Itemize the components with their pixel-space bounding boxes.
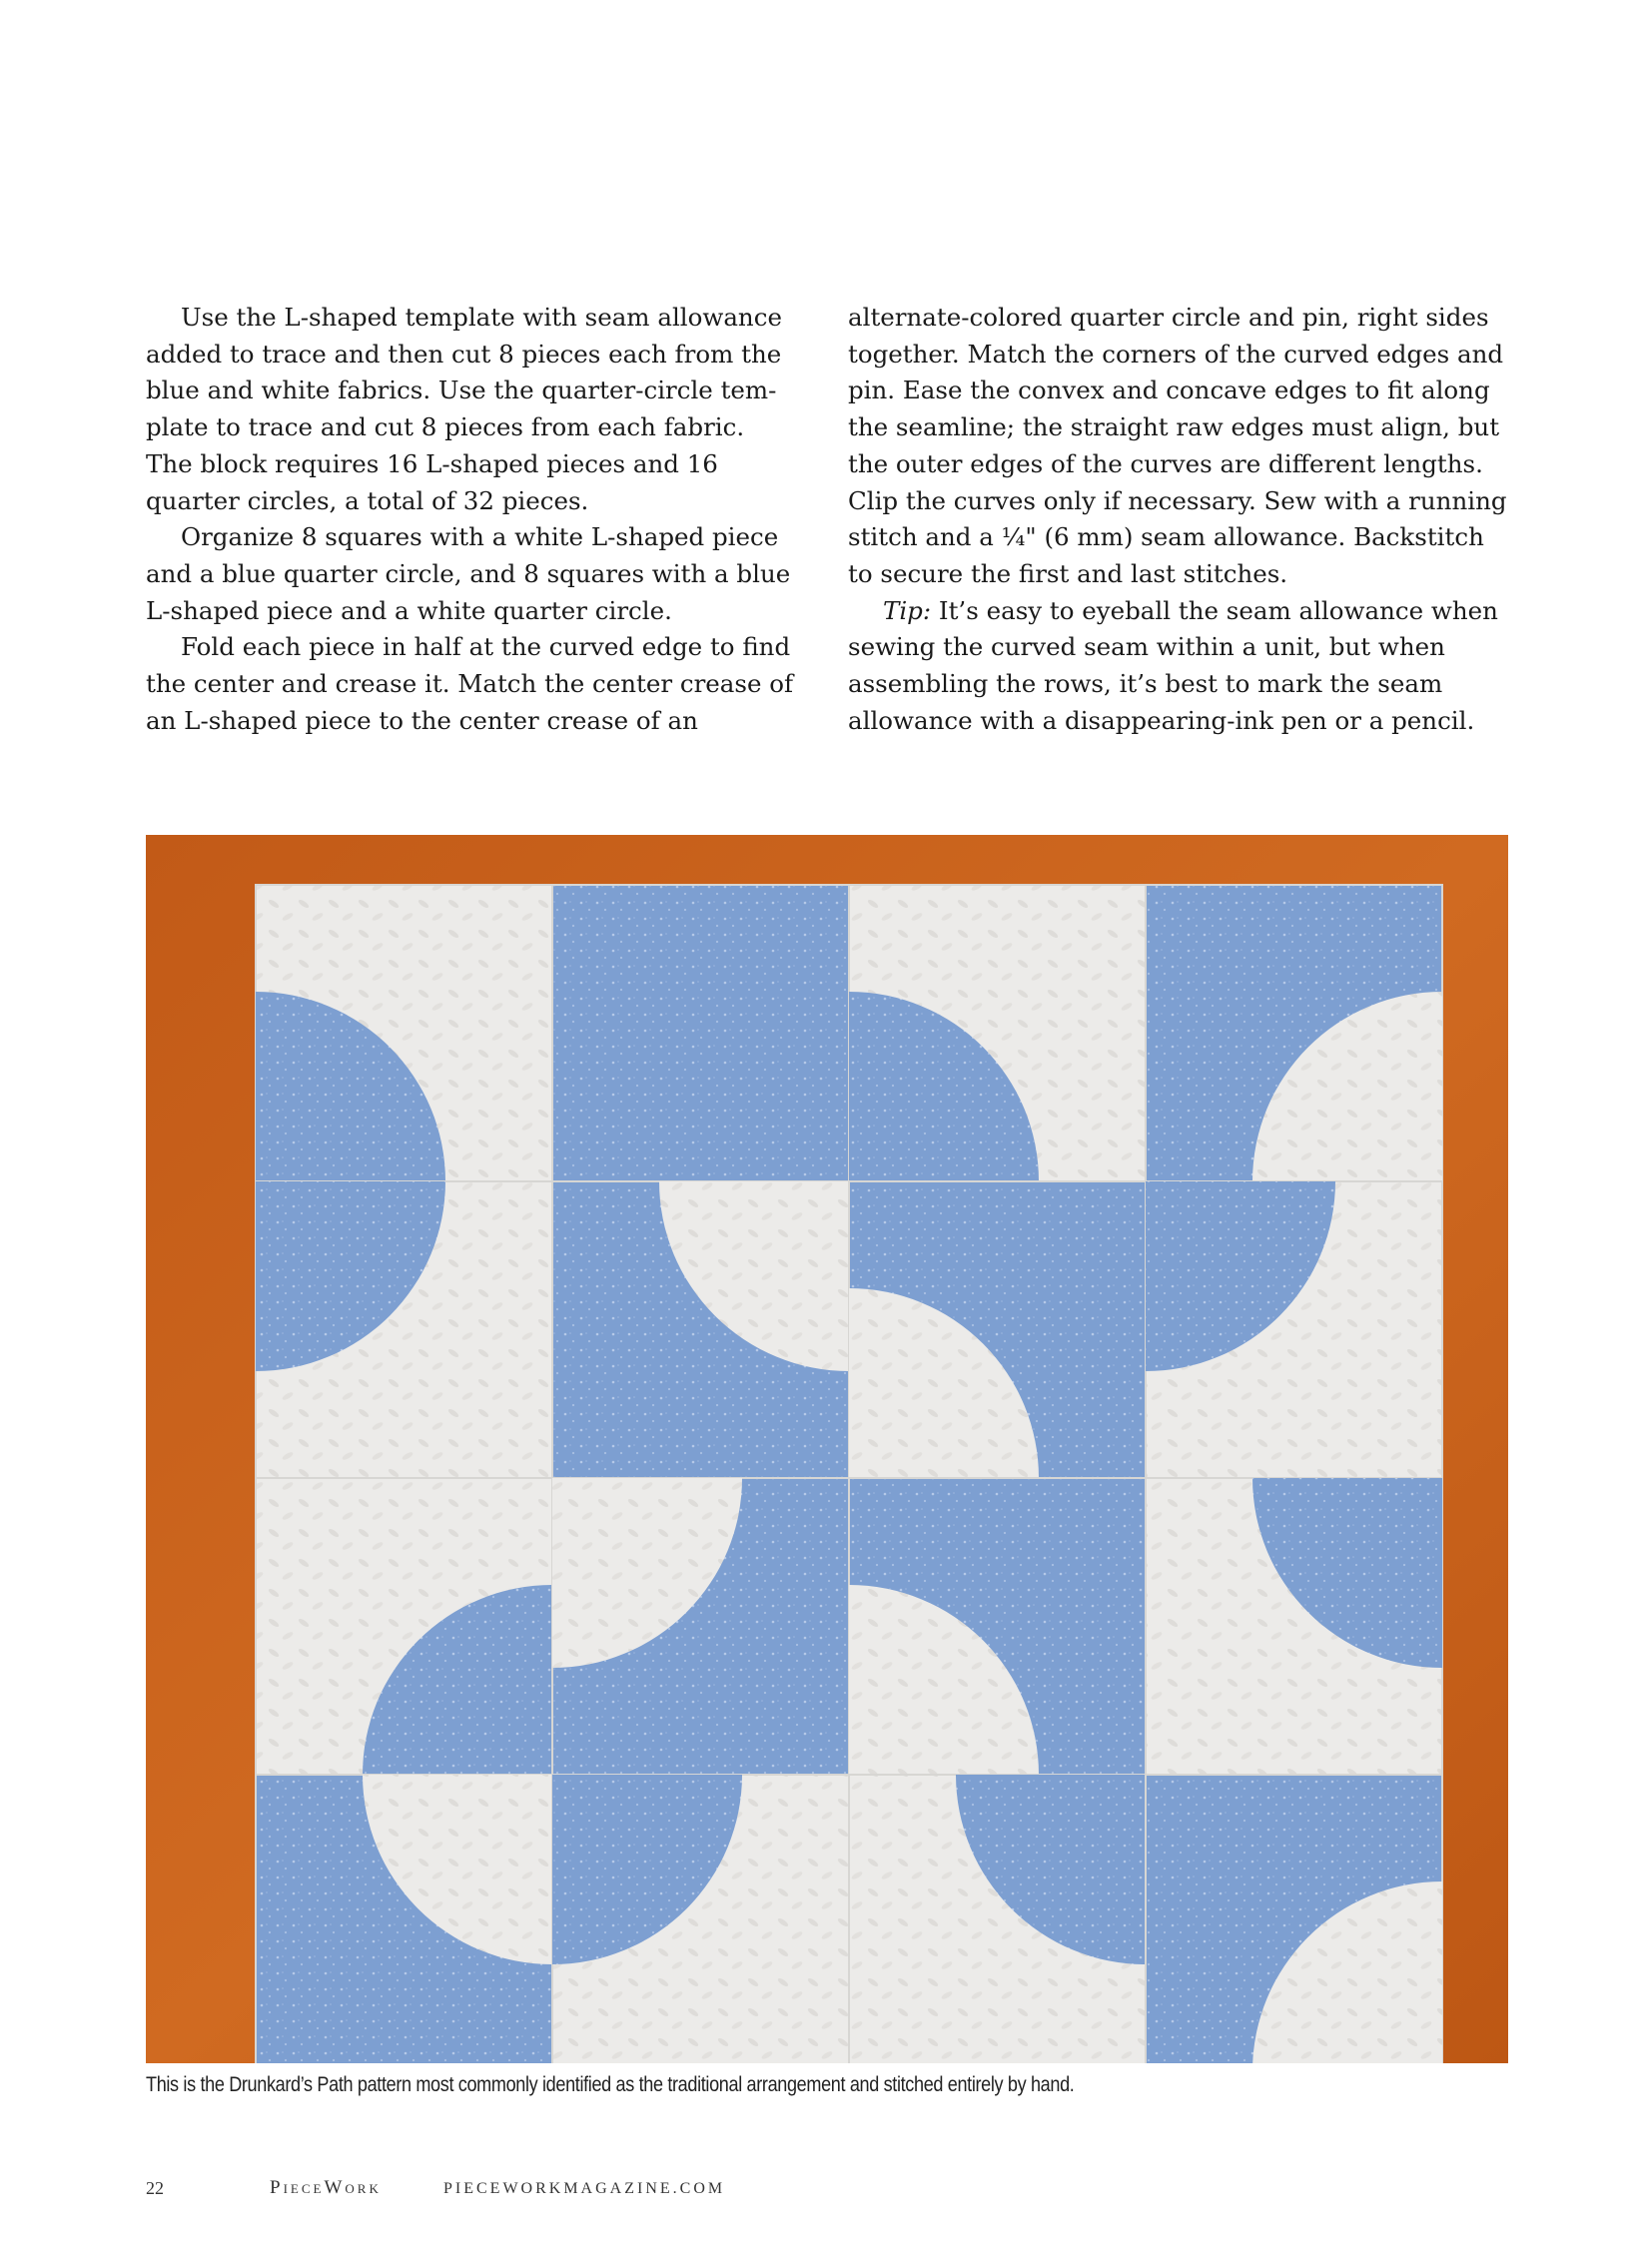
website-url: PIECEWORKMAGAZINE.COM — [443, 2180, 726, 2197]
paragraph-2: Organize 8 squares with a white L-shaped piece and a blue quarter circle, and 8 squares with a blue L-shaped piece and a white quarter circle. — [146, 522, 791, 625]
text-column-left — [146, 300, 797, 739]
tip-paragraph — [848, 593, 1515, 740]
paragraph-4: alternate-colored quarter circle and pin, right sides together. Match the corners of the curved edges and pin. Ease the convex and concave edges to fit along the seamline; the straight raw edges must align, but the outer edges of the curves are different lengths. Clip the curves only if necessary. Sew with a running stitch and a ¼" (6 mm) seam allowance. Backstitch to secure the first and last stitches. — [848, 303, 1507, 588]
quilt-block-photo — [146, 835, 1508, 2063]
paragraph-3: Fold each piece in half at the curved edge to find the center and crease it. Match the center crease of an L-shaped piece to the center crease of an — [146, 632, 794, 735]
tip-label: Tip: — [883, 595, 932, 625]
page-number: 22 — [146, 2178, 164, 2198]
text-column-right — [848, 300, 1515, 739]
quilt-block — [256, 885, 1442, 2063]
paragraph-1: Use the L-shaped template with seam allowance added to trace and then cut 8 pieces each from the blue and white fabrics. Use the quarter-circle template to trace and cut 8 pieces from each fabric. The block requires 16 L-shaped pieces and 16 quarter circles, a total of 32 pieces. — [146, 303, 782, 515]
tip-text: It’s easy to eyeball the seam allowance when sewing the curved seam within a unit, but when assembling the rows, it’s best to mark the seam allowance with a disappearing-ink pen or a pencil. — [848, 595, 1498, 735]
magazine-name: PieceWork — [270, 2177, 382, 2198]
photo-caption: This is the Drunkard’s Path pattern most commonly identified as the traditional arrangement and stitched entirely by hand. — [146, 2073, 1075, 2096]
